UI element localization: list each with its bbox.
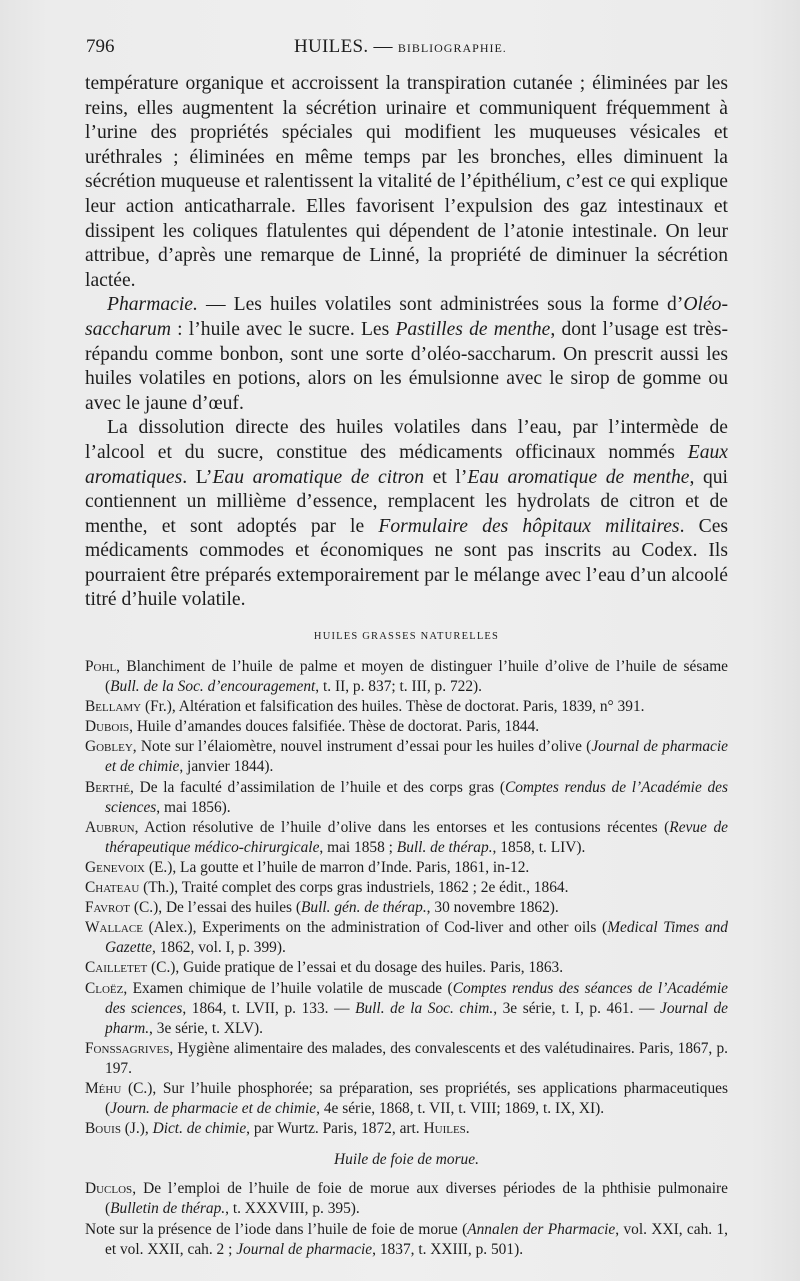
source-title: Bull. de la Soc. d’encouragement <box>110 678 316 696</box>
text-run: (Th.), Traité complet des corps gras industriels, 1862 ; 2e édit., 1864. <box>139 879 569 897</box>
source-title: Comptes rendus des séances de l’Académie des sciences <box>105 979 728 1017</box>
article-ref: Huiles <box>423 1120 466 1138</box>
bib-entry <box>85 737 728 777</box>
author: Duclos <box>85 1180 133 1198</box>
text-run: — Les huiles volatiles sont administrées sous la forme d’ <box>197 294 684 316</box>
text-run: (C.), Guide pratique de l’essai et du dosage des huiles. Paris, 1863. <box>147 959 564 977</box>
author: Favrot <box>85 899 131 917</box>
author: Gobley <box>85 738 133 756</box>
author: Pohl <box>85 658 117 675</box>
author: Aubrun <box>85 818 135 836</box>
page-header <box>86 36 726 64</box>
bib-entry <box>85 1079 728 1119</box>
text-run: , 1864, t. LVII, p. 133. — <box>182 999 356 1017</box>
author: Wallace <box>85 919 143 937</box>
text-run: , Examen chimique de l’huile volatile de muscade ( <box>123 979 453 997</box>
text-run: , qui contiennent un millième d’essence, remplacent les hydrolats de citron et de menthe, et sont adoptés par le <box>85 466 728 537</box>
bib-entry <box>85 1220 728 1260</box>
text-run: , 4e série, 1868, t. VII, t. VIII; 1869, t. IX, XI). <box>316 1100 605 1118</box>
source-title: Journ. de pharmacie et de chimie <box>110 1100 317 1118</box>
source-title: Medical Times and Gazette <box>105 919 728 957</box>
bib-entry <box>85 1039 728 1079</box>
text-run: (C.), Sur l’huile phosphorée; sa préparation, ses propriétés, ses applications pharmaceutiques ( <box>105 1079 728 1118</box>
source-title: Annalen der Pharmacie <box>467 1220 616 1238</box>
author: Bellamy <box>85 698 142 716</box>
text-run: (Alex.), Experiments on the administration of Cod-liver and other oils ( <box>142 919 608 937</box>
text-run: . Ces médicaments commodes et économiques ne sont pas inscrits au Codex. Ils pourraient être préparés extemporairement par le mélange avec l’eau d’un alcoolé titré d’huile volatile. <box>85 515 729 611</box>
text-run: , Hygiène alimentaire des malades, des convalescents et des valétudinaires. Paris, 1867, p. 197. <box>105 1039 728 1077</box>
italic-term: Oléo-saccharum <box>85 294 728 340</box>
bib-entry <box>85 898 728 918</box>
text-run: , De la faculté d’assimilation de l’huile et des corps gras ( <box>130 778 505 796</box>
text-run: (C.), De l’essai des huiles ( <box>130 899 301 917</box>
text-run: . L’ <box>182 466 213 488</box>
source-title: Dict. de chimie <box>152 1120 247 1138</box>
text-run: (J.), <box>120 1120 153 1138</box>
text-run: , 1858, t. LIV). <box>492 838 586 856</box>
bib-entry <box>85 1119 728 1139</box>
text-run: et l’ <box>424 466 468 488</box>
italic-term: Eau aromatique de menthe <box>467 466 690 488</box>
bib-entry <box>85 818 728 858</box>
bib-entry <box>85 979 728 1039</box>
main-text <box>85 72 728 613</box>
bib-entry <box>85 697 728 717</box>
source-title: Bull. gén. de thérap. <box>301 899 427 917</box>
author: Bouis <box>85 1120 121 1138</box>
source-title: Bulletin de thérap. <box>110 1200 226 1218</box>
bib-entry <box>85 1179 728 1219</box>
paragraph: température organique et accroissent la transpiration cutanée ; éliminées par les reins, elles augmentent la sécrétion urinaire et communiquent fréquemment à l’urine des propriétés spéciales qui modifient les muqueuses vésicales et uréthrales ; éliminées en même temps par les bronches, elles diminuent la sécrétion muqueuse et ralentissent la vitalité de l’épithélium, c’est ce qui explique leur action anticatharrale. Elles favorisent l’expulsion des gaz intestinaux et dissipent les coliques flatulentes qui dépendent de l’atonie intestinale. On leur attribue, d’après une remarque de Linné, la propriété de diminuer la sécrétion lactée. <box>85 73 728 291</box>
text-run: , par Wurtz. Paris, 1872, art. <box>246 1120 424 1138</box>
section-title: HUILES GRASSES NATURELLES <box>313 631 500 642</box>
bib-entry <box>85 717 728 737</box>
author: Berthé <box>85 778 131 796</box>
text-run: , Action résolutive de l’huile d’olive dans les entorses et les contusions récentes ( <box>134 818 670 836</box>
subsection-title: Huile de foie de morue. <box>334 1151 479 1169</box>
text-run: , 1862, vol. I, p. 399). <box>152 939 286 957</box>
italic-term: Eaux aromatiques <box>85 441 728 488</box>
author: Genevoix <box>85 858 145 876</box>
running-subtitle: BIBLIOGRAPHIE. <box>397 41 507 55</box>
text-run: , 3e série, t. XLV). <box>149 1019 264 1037</box>
text-run: , dont l’usage est très-répandu comme bonbon, sont une sorte d’oléo-saccharum. On prescrit aussi les huiles volatiles en potions, alors on les émulsionne avec le sirop de gomme ou avec le jaune d’œuf. <box>85 318 729 414</box>
text-run: , t. XXXVIII, p. 395). <box>225 1200 360 1218</box>
page-number: 796 <box>86 36 115 57</box>
bibliography <box>85 657 728 1260</box>
bib-entry <box>85 918 728 958</box>
author: Chateau <box>85 879 140 897</box>
source-title: Revue de thérapeutique médico-chirurgicale <box>105 818 728 856</box>
text-run: (E.), La goutte et l’huile de marron d’Inde. Paris, 1861, in-12. <box>145 858 530 876</box>
bib-entry <box>85 958 728 978</box>
text-run: , janvier 1844). <box>179 758 274 776</box>
text-run: , Note sur l’élaiomètre, nouvel instrument d’essai pour les huiles d’olive ( <box>132 738 592 756</box>
source-title: Journal de pharmacie et de chimie <box>105 738 728 776</box>
text-run: , Huile d’amandes douces falsifiée. Thèse de doctorat. Paris, 1844. <box>129 718 540 736</box>
author: Cloëz <box>85 979 124 997</box>
text-run: . <box>465 1120 470 1138</box>
text-run: , De l’emploi de l’huile de foie de morue aux diverses périodes de la phthisie pulmonaire ( <box>105 1180 728 1218</box>
bib-entry <box>85 878 728 898</box>
author: Fonssagrives <box>85 1039 170 1057</box>
text-run: , 30 novembre 1862). <box>426 899 559 917</box>
bib-entry <box>85 657 728 697</box>
italic-term: Eau aromatique de citron <box>212 466 425 488</box>
text-run: , mai 1858 ; <box>319 838 397 856</box>
paragraph <box>85 293 728 416</box>
text-run: : l’huile avec le sucre. Les <box>170 318 396 340</box>
text-run: La dissolution directe des huiles volatiles dans l’eau, par l’intermède de l’alcool et du sucre, constitue des médicaments officinaux nommés <box>85 417 728 463</box>
source-title: Journal de pharmacie <box>236 1240 373 1258</box>
text-run: (Fr.), Altération et falsification des huiles. Thèse de doctorat. Paris, 1839, n° 391. <box>141 698 645 716</box>
text-run: , 3e série, t. I, p. 461. — <box>493 999 661 1017</box>
author: Dubois <box>85 718 130 736</box>
text-run: Note sur la présence de l’iode dans l’huile de foie de morue ( <box>85 1220 468 1238</box>
running-head <box>294 36 507 58</box>
running-title: HUILES. — <box>294 36 393 57</box>
text-run: , t. II, p. 837; t. III, p. 722). <box>315 678 483 696</box>
text-run: , 1837, t. XXIII, p. 501). <box>372 1240 524 1258</box>
bib-entry <box>85 778 728 818</box>
source-title: Comptes rendus de l’Académie des sciences <box>105 778 728 816</box>
section-label: Pharmacie. <box>107 294 198 316</box>
text-run: , vol. XXI, cah. 1, et vol. XXII, cah. 2 ; <box>105 1220 729 1258</box>
source-title: Journal de pharm. <box>105 999 728 1037</box>
paragraph <box>85 416 728 613</box>
italic-term: Pastilles de menthe <box>395 318 551 340</box>
text-run: , mai 1856). <box>156 798 231 816</box>
author: Cailletet <box>85 959 148 977</box>
author: Méhu <box>85 1079 122 1097</box>
bib-entry <box>85 858 728 878</box>
source-title: Bull. de la Soc. chim. <box>355 999 494 1017</box>
source-title: Bull. de thérap. <box>396 838 493 856</box>
italic-term: Formulaire des hôpitaux militaires <box>378 515 680 537</box>
text-run: , Blanchiment de l’huile de palme et moyen de distinguer l’huile d’olive de l’huile de sésame ( <box>105 658 728 696</box>
